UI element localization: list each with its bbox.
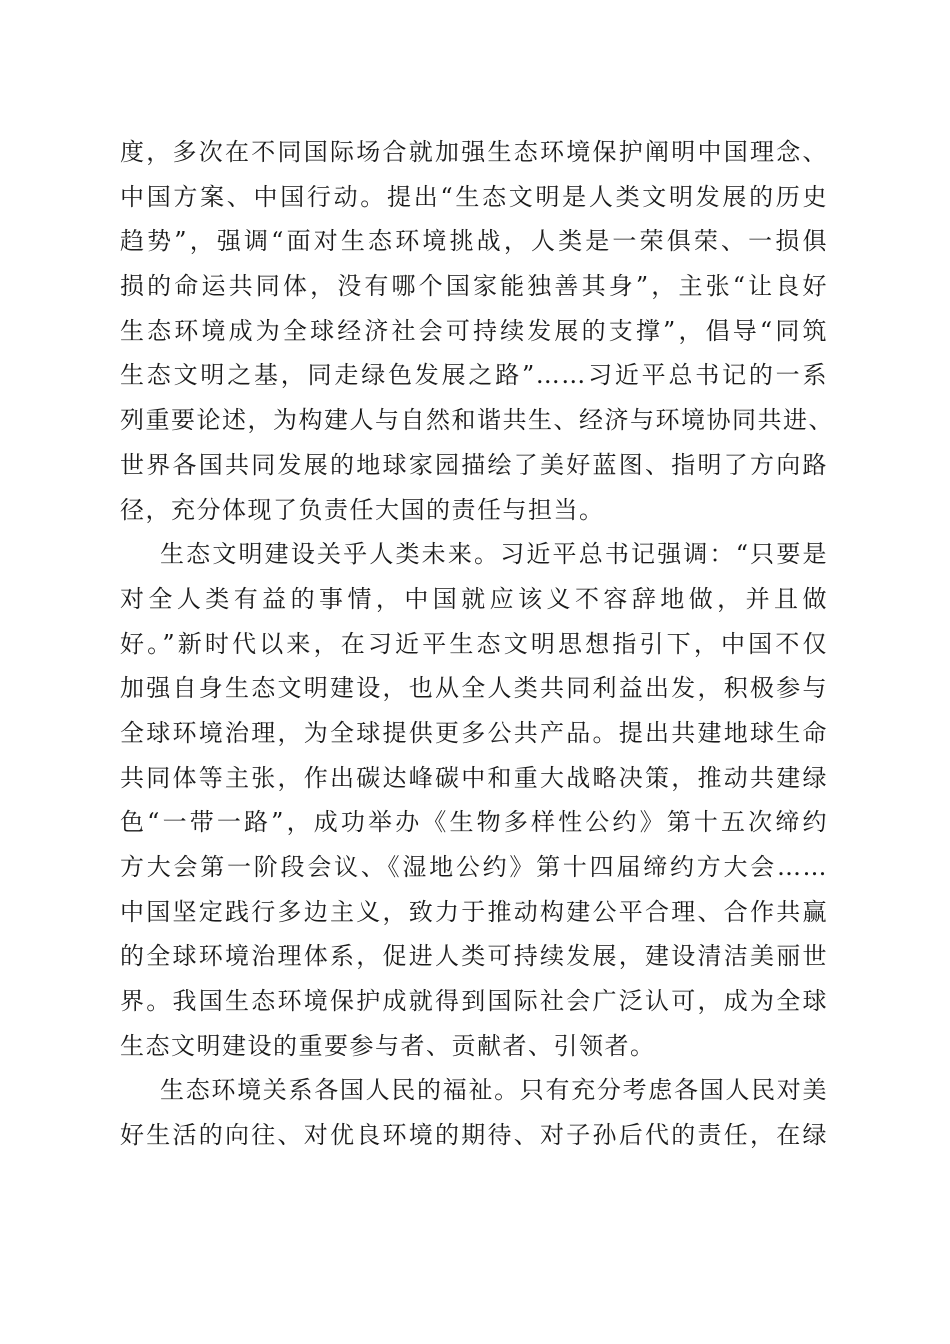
paragraph-1-line-6: 生态文明之基，同走绿色发展之路”……习近平总书记的一系 [120, 361, 828, 390]
paragraph-1-line-4: 损的命运共同体，没有哪个国家能独善其身”，主张“让良好 [120, 272, 828, 301]
body-text [120, 130, 834, 1158]
paragraph-1-line-3: 趋势”，强调“面对生态环境挑战，人类是一荣俱荣、一损俱 [120, 227, 828, 256]
paragraph-2-line-10: 的全球环境治理体系，促进人类可持续发展，建设清洁美丽世 [120, 942, 828, 971]
paragraph-2-line-5: 全球环境治理，为全球提供更多公共产品。提出共建地球生命 [120, 718, 828, 747]
paragraph-1-line-7: 列重要论述，为构建人与自然和谐共生、经济与环境协同共进、 [120, 406, 834, 435]
paragraph-2-line-6: 共同体等主张，作出碳达峰碳中和重大战略决策，推动共建绿 [120, 763, 828, 792]
paragraph-2-line-9: 中国坚定践行多边主义，致力于推动构建公平合理、合作共赢 [120, 897, 828, 926]
paragraph-1-line-1: 度，多次在不同国际场合就加强生态环境保护阐明中国理念、 [120, 138, 828, 166]
paragraph-2-line-3: 好。”新时代以来，在习近平生态文明思想指引下，中国不仅 [120, 629, 828, 658]
paragraph-2-line-11: 界。我国生态环境保护成就得到国际社会广泛认可，成为全球 [120, 987, 828, 1016]
paragraph-1-line-8: 世界各国共同发展的地球家园描绘了美好蓝图、指明了方向路 [120, 450, 828, 479]
paragraph-2-line-7: 色“一带一路”，成功举办《生物多样性公约》第十五次缔约 [120, 808, 828, 837]
paragraph-1-line-2: 中国方案、中国行动。提出“生态文明是人类文明发展的历史 [120, 182, 828, 211]
paragraph-3-line-1: 生态环境关系各国人民的福祉。只有充分考虑各国人民对美 [160, 1076, 828, 1105]
paragraph-2-line-4: 加强自身生态文明建设，也从全人类共同利益出发，积极参与 [120, 674, 828, 703]
paragraph-2-line-8: 方大会第一阶段会议、《湿地公约》第十四届缔约方大会…… [120, 853, 828, 881]
paragraph-2-line-2: 对全人类有益的事情，中国就应该义不容辞地做，并且做 [120, 584, 828, 613]
paragraph-2-line-12: 生态文明建设的重要参与者、贡献者、引领者。 [120, 1031, 656, 1060]
paragraph-1-line-5: 生态环境成为全球经济社会可持续发展的支撑”，倡导“同筑 [120, 316, 828, 345]
paragraph-1-line-9: 径，充分体现了负责任大国的责任与担当。 [120, 495, 605, 524]
paragraph-3-line-2: 好生活的向往、对优良环境的期待、对子孙后代的责任，在绿 [120, 1121, 828, 1150]
paragraph-2-line-1: 生态文明建设关乎人类未来。习近平总书记强调：“只要是 [160, 540, 828, 569]
